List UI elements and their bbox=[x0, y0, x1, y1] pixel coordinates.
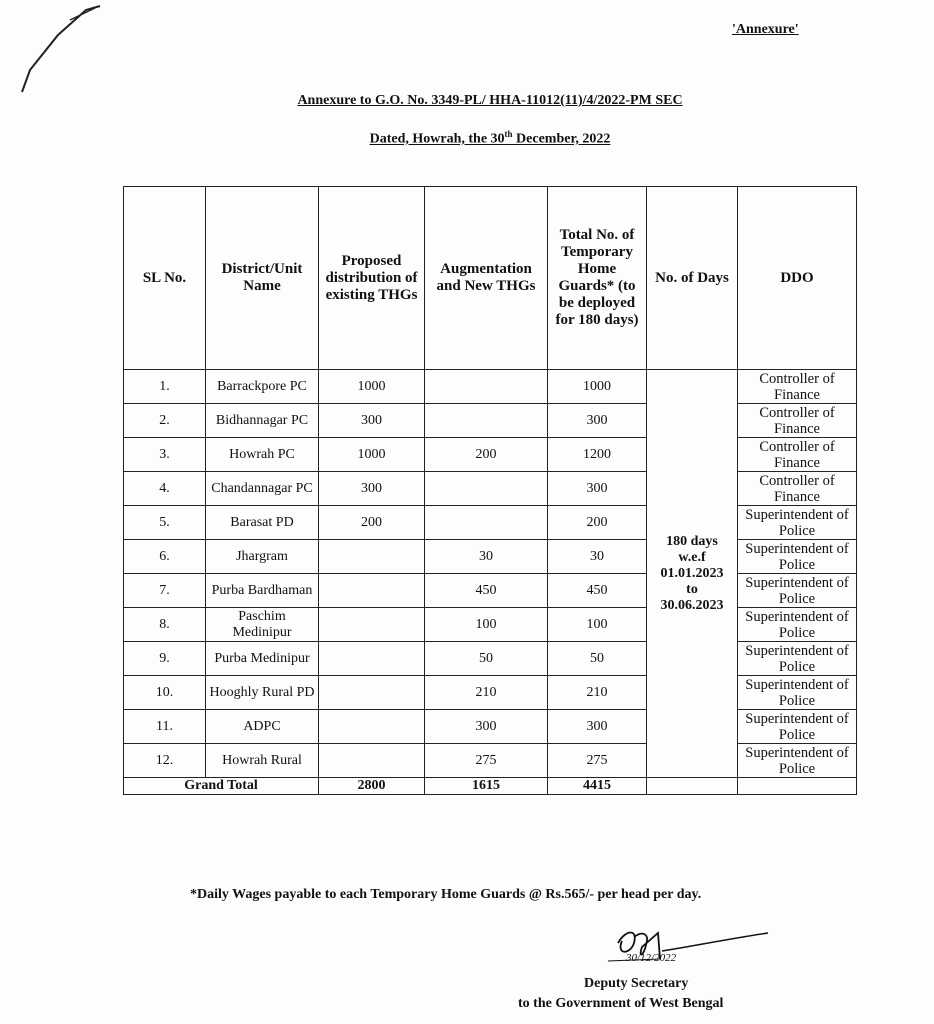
cell-augmentation bbox=[425, 472, 548, 506]
cell-total: 30 bbox=[548, 540, 647, 574]
cell-ddo: Superintendent of Police bbox=[738, 744, 857, 778]
days-line-3: 01.01.2023 bbox=[660, 565, 724, 581]
cell-total: 100 bbox=[548, 608, 647, 642]
cell-district: ADPC bbox=[206, 710, 319, 744]
cell-augmentation bbox=[425, 506, 548, 540]
cell-district: Barrackpore PC bbox=[206, 370, 319, 404]
cell-proposed: 200 bbox=[319, 506, 425, 540]
table-row bbox=[124, 744, 857, 778]
cell-district: Purba Medinipur bbox=[206, 642, 319, 676]
cell-augmentation: 450 bbox=[425, 574, 548, 608]
table-row bbox=[124, 540, 857, 574]
cell-sl: 8. bbox=[124, 608, 206, 642]
cell-augmentation: 100 bbox=[425, 608, 548, 642]
cell-augmentation bbox=[425, 404, 548, 438]
cell-total: 1000 bbox=[548, 370, 647, 404]
header-total: Total No. of Temporary Home Guards* (to be deployed for 180 days) bbox=[548, 187, 647, 370]
cell-total: 300 bbox=[548, 710, 647, 744]
cell-total: 210 bbox=[548, 676, 647, 710]
grand-total-total: 4415 bbox=[548, 778, 647, 795]
cell-district: Paschim Medinipur bbox=[206, 608, 319, 642]
cell-sl: 3. bbox=[124, 438, 206, 472]
corner-pen-mark bbox=[0, 0, 120, 100]
header-district: District/Unit Name bbox=[206, 187, 319, 370]
handwritten-signature bbox=[598, 925, 778, 980]
cell-total: 300 bbox=[548, 404, 647, 438]
cell-district: Jhargram bbox=[206, 540, 319, 574]
thg-distribution-table bbox=[123, 186, 857, 795]
cell-proposed bbox=[319, 574, 425, 608]
cell-days-merged bbox=[647, 370, 738, 778]
cell-total: 450 bbox=[548, 574, 647, 608]
cell-augmentation: 300 bbox=[425, 710, 548, 744]
heading-date bbox=[23, 129, 934, 148]
cell-augmentation: 200 bbox=[425, 438, 548, 472]
cell-proposed: 300 bbox=[319, 404, 425, 438]
cell-ddo: Superintendent of Police bbox=[738, 710, 857, 744]
cell-proposed bbox=[319, 540, 425, 574]
cell-ddo: Superintendent of Police bbox=[738, 642, 857, 676]
cell-ddo: Controller of Finance bbox=[738, 404, 857, 438]
table-row bbox=[124, 370, 857, 404]
heading-date-prefix: Dated, Howrah, the 30 bbox=[369, 131, 505, 147]
cell-sl: 7. bbox=[124, 574, 206, 608]
table-row bbox=[124, 574, 857, 608]
cell-ddo: Controller of Finance bbox=[738, 370, 857, 404]
header-ddo: DDO bbox=[738, 187, 857, 370]
cell-sl: 1. bbox=[124, 370, 206, 404]
cell-district: Bidhannagar PC bbox=[206, 404, 319, 438]
heading-date-sup: th bbox=[504, 129, 513, 139]
days-line-1: 180 days bbox=[666, 533, 718, 549]
heading-go-number: Annexure to G.O. No. 3349-PL/ HHA-11012(11)/4/2022-PM SEC bbox=[297, 93, 683, 108]
table-row bbox=[124, 608, 857, 642]
header-proposed: Proposed distribution of existing THGs bbox=[319, 187, 425, 370]
cell-sl: 4. bbox=[124, 472, 206, 506]
days-line-4: to bbox=[686, 581, 698, 597]
cell-ddo: Superintendent of Police bbox=[738, 574, 857, 608]
cell-proposed: 1000 bbox=[319, 438, 425, 472]
cell-augmentation: 210 bbox=[425, 676, 548, 710]
cell-proposed bbox=[319, 642, 425, 676]
cell-sl: 10. bbox=[124, 676, 206, 710]
grand-total-row bbox=[124, 778, 857, 795]
cell-proposed bbox=[319, 608, 425, 642]
header-days: No. of Days bbox=[647, 187, 738, 370]
table-row bbox=[124, 472, 857, 506]
cell-sl: 5. bbox=[124, 506, 206, 540]
days-line-2: w.e.f bbox=[678, 549, 706, 565]
cell-district: Chandannagar PC bbox=[206, 472, 319, 506]
cell-district: Hooghly Rural PD bbox=[206, 676, 319, 710]
table-row bbox=[124, 642, 857, 676]
cell-total: 275 bbox=[548, 744, 647, 778]
cell-sl: 2. bbox=[124, 404, 206, 438]
heading-date-suffix: December, 2022 bbox=[512, 131, 611, 147]
grand-total-proposed: 2800 bbox=[319, 778, 425, 795]
cell-district: Howrah Rural bbox=[206, 744, 319, 778]
table-header-row bbox=[124, 187, 857, 370]
cell-ddo: Superintendent of Police bbox=[738, 608, 857, 642]
cell-augmentation: 50 bbox=[425, 642, 548, 676]
cell-proposed bbox=[319, 710, 425, 744]
signature-date: 30/12/2022 bbox=[626, 952, 677, 964]
cell-total: 50 bbox=[548, 642, 647, 676]
cell-proposed bbox=[319, 744, 425, 778]
grand-total-label: Grand Total bbox=[124, 778, 319, 795]
header-augmentation: Augmentation and New THGs bbox=[425, 187, 548, 370]
table-row bbox=[124, 710, 857, 744]
cell-sl: 11. bbox=[124, 710, 206, 744]
cell-district: Howrah PC bbox=[206, 438, 319, 472]
signatory-designation: Deputy Secretary bbox=[584, 976, 689, 991]
grand-total-days-empty bbox=[647, 778, 738, 795]
cell-district: Purba Bardhaman bbox=[206, 574, 319, 608]
grand-total-ddo-empty bbox=[738, 778, 857, 795]
cell-augmentation: 275 bbox=[425, 744, 548, 778]
cell-ddo: Controller of Finance bbox=[738, 438, 857, 472]
table-row bbox=[124, 438, 857, 472]
table-row bbox=[124, 676, 857, 710]
cell-ddo: Superintendent of Police bbox=[738, 676, 857, 710]
cell-sl: 6. bbox=[124, 540, 206, 574]
cell-total: 300 bbox=[548, 472, 647, 506]
daily-wages-footnote: *Daily Wages payable to each Temporary Home Guards @ Rs.565/- per head per day. bbox=[190, 887, 702, 902]
cell-proposed: 300 bbox=[319, 472, 425, 506]
cell-total: 200 bbox=[548, 506, 647, 540]
cell-augmentation bbox=[425, 370, 548, 404]
cell-sl: 9. bbox=[124, 642, 206, 676]
cell-augmentation: 30 bbox=[425, 540, 548, 574]
cell-district: Barasat PD bbox=[206, 506, 319, 540]
cell-proposed bbox=[319, 676, 425, 710]
cell-proposed: 1000 bbox=[319, 370, 425, 404]
table-row bbox=[124, 506, 857, 540]
days-line-5: 30.06.2023 bbox=[660, 597, 724, 613]
table-row bbox=[124, 404, 857, 438]
cell-sl: 12. bbox=[124, 744, 206, 778]
annexure-label: 'Annexure' bbox=[732, 22, 799, 37]
signatory-government: to the Government of West Bengal bbox=[518, 996, 724, 1011]
cell-ddo: Superintendent of Police bbox=[738, 540, 857, 574]
header-sl-no: SL No. bbox=[124, 187, 206, 370]
grand-total-augmentation: 1615 bbox=[425, 778, 548, 795]
cell-total: 1200 bbox=[548, 438, 647, 472]
cell-ddo: Controller of Finance bbox=[738, 472, 857, 506]
cell-ddo: Superintendent of Police bbox=[738, 506, 857, 540]
